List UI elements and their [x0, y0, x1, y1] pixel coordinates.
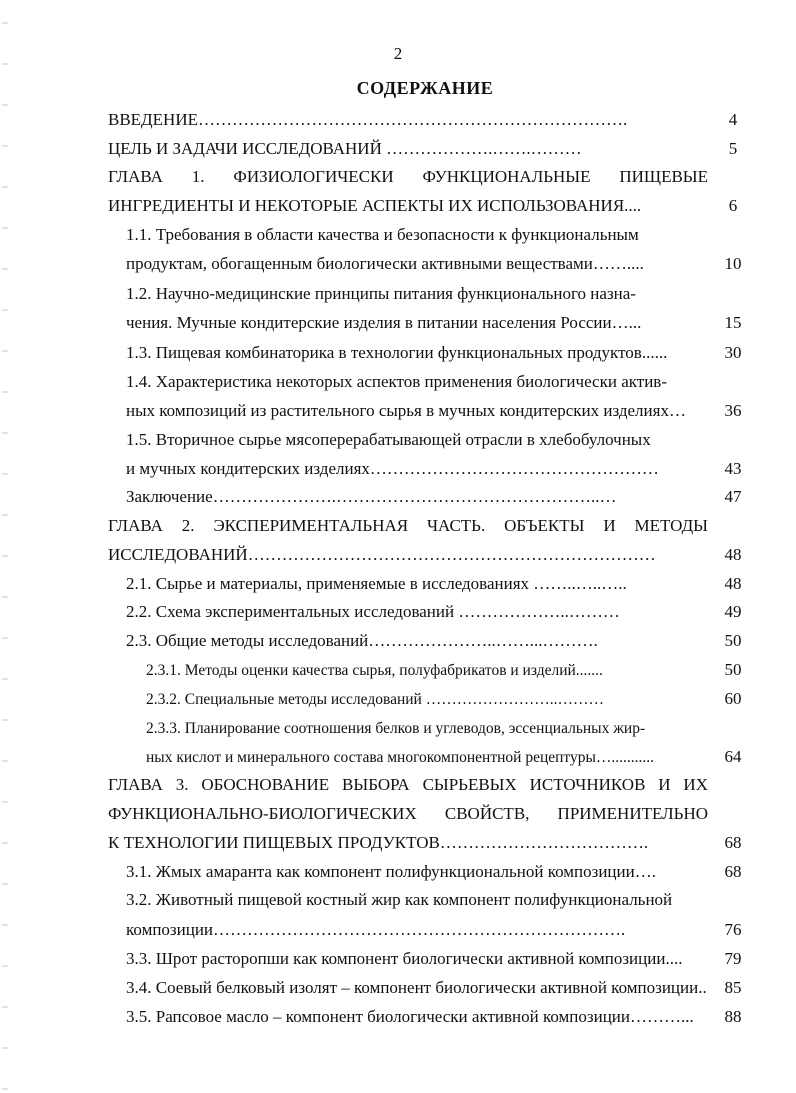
- toc-entry-3-1[interactable]: 3.1. Жмых амаранта как компонент полифункциональной композиции….: [126, 862, 656, 881]
- toc-entry-1-1[interactable]: 1.1. Требования в области качества и безопасности к функциональным: [126, 225, 639, 244]
- toc-page-number: 64: [724, 747, 742, 766]
- toc-entry-chapter-1[interactable]: ГЛАВА 1. ФИЗИОЛОГИЧЕСКИ ФУНКЦИОНАЛЬНЫЕ ПИЩЕВЫЕ: [108, 167, 708, 186]
- toc-page-number: 36: [724, 401, 742, 420]
- scan-edge-artifact: [2, 0, 8, 1093]
- toc-page-number: 47: [724, 487, 742, 506]
- toc-entry-1-2[interactable]: 1.2. Научно-медицинские принципы питания функционального назна-: [126, 284, 636, 303]
- toc-entry-3-4[interactable]: 3.4. Соевый белковый изолят – компонент биологически активной композиции..: [126, 978, 707, 997]
- toc-entry-chapter-3-cont[interactable]: ФУНКЦИОНАЛЬНО-БИОЛОГИЧЕСКИХ СВОЙСТВ, ПРИМЕНИТЕЛЬНО: [108, 804, 708, 823]
- toc-entry-1-5[interactable]: 1.5. Вторичное сырье мясоперерабатывающей отрасли в хлебобулочных: [126, 430, 651, 449]
- toc-entry-2-3-3-cont[interactable]: ных кислот и минерального состава многокомпонентной рецептуры…...........: [146, 749, 655, 766]
- toc-page-number: 15: [724, 313, 742, 332]
- toc-page-number: 76: [724, 920, 742, 939]
- toc-entry-introduction[interactable]: ВВЕДЕНИЕ………………………………………………………………….: [108, 110, 628, 129]
- toc-entry-chapter-2[interactable]: ГЛАВА 2. ЭКСПЕРИМЕНТАЛЬНАЯ ЧАСТЬ. ОБЪЕКТЫ И МЕТОДЫ: [108, 516, 708, 535]
- toc-entry-1-2-cont[interactable]: чения. Мучные кондитерские изделия в питании населения России…...: [126, 313, 642, 332]
- toc-entry-3-2[interactable]: 3.2. Животный пищевой костный жир как компонент полифункциональной: [126, 890, 673, 909]
- toc-entry-1-3[interactable]: 1.3. Пищевая комбинаторика в технологии функциональных продуктов......: [126, 343, 668, 362]
- toc-entry-chapter-3[interactable]: ГЛАВА 3. ОБОСНОВАНИЕ ВЫБОРА СЫРЬЕВЫХ ИСТОЧНИКОВ И ИХ: [108, 775, 708, 794]
- toc-entry-goals[interactable]: ЦЕЛЬ И ЗАДАЧИ ИССЛЕДОВАНИЙ ……………….…….………: [108, 139, 582, 158]
- toc-page-number: 88: [724, 1007, 742, 1026]
- toc-page-number: 49: [724, 602, 742, 621]
- toc-page-number: 5: [728, 139, 738, 158]
- toc-page-number: 30: [724, 343, 742, 362]
- toc-entry-1-5-cont[interactable]: и мучных кондитерских изделиях……………………………………………: [126, 459, 659, 478]
- toc-entry-conclusion[interactable]: Заключение………………….………………………………………..…: [126, 487, 617, 506]
- toc-page-number: 68: [724, 833, 742, 852]
- toc-page-number: 48: [724, 545, 742, 564]
- toc-entry-chapter-3-cont2[interactable]: К ТЕХНОЛОГИИ ПИЩЕВЫХ ПРОДУКТОВ……………………………….: [108, 833, 649, 852]
- toc-page-number: 60: [724, 689, 742, 708]
- toc-entry-2-3-2[interactable]: 2.3.2. Специальные методы исследований ……………………..………: [146, 691, 604, 708]
- page-title: СОДЕРЖАНИЕ: [356, 78, 494, 98]
- toc-entry-2-3-3[interactable]: 2.3.3. Планирование соотношения белков и углеводов, эссенциальных жир-: [146, 720, 646, 737]
- toc-page-number: 4: [728, 110, 738, 129]
- toc-page-number: 43: [724, 459, 742, 478]
- toc-entry-2-2[interactable]: 2.2. Схема экспериментальных исследований ………………..………: [126, 602, 620, 621]
- toc-page-number: 50: [724, 631, 742, 650]
- toc-entry-2-3-1[interactable]: 2.3.1. Методы оценки качества сырья, полуфабрикатов и изделий.......: [146, 662, 603, 679]
- toc-entry-1-4[interactable]: 1.4. Характеристика некоторых аспектов применения биологически актив-: [126, 372, 667, 391]
- toc-page-number: 48: [724, 574, 742, 593]
- toc-page-number: 50: [724, 660, 742, 679]
- toc-page-number: 79: [724, 949, 742, 968]
- toc-page-number: 10: [724, 254, 742, 273]
- toc-entry-1-4-cont[interactable]: ных композиций из растительного сырья в мучных кондитерских изделиях…: [126, 401, 686, 420]
- toc-entry-3-5[interactable]: 3.5. Рапсовое масло – компонент биологически активной композиции………...: [126, 1007, 694, 1026]
- toc-entry-2-3[interactable]: 2.3. Общие методы исследований…………………..……...……….: [126, 631, 598, 650]
- toc-entry-chapter-2-cont[interactable]: ИССЛЕДОВАНИЙ………………………………………………………………: [108, 545, 656, 564]
- toc-entry-3-3[interactable]: 3.3. Шрот расторопши как компонент биологически активной композиции....: [126, 949, 683, 968]
- toc-page-number: 85: [724, 978, 742, 997]
- toc-entry-chapter-1-cont[interactable]: ИНГРЕДИЕНТЫ И НЕКОТОРЫЕ АСПЕКТЫ ИХ ИСПОЛЬЗОВАНИЯ....: [108, 196, 642, 215]
- toc-page-number: 6: [728, 196, 738, 215]
- toc-page-number: 68: [724, 862, 742, 881]
- toc-entry-3-2-cont[interactable]: композиции……………………………………………………………….: [126, 920, 626, 939]
- toc-entry-2-1[interactable]: 2.1. Сырье и материалы, применяемые в исследованиях ……..…..…..: [126, 574, 627, 593]
- page-number: 2: [393, 44, 403, 63]
- toc-entry-1-1-cont[interactable]: продуктам, обогащенным биологически активными веществами……....: [126, 254, 644, 273]
